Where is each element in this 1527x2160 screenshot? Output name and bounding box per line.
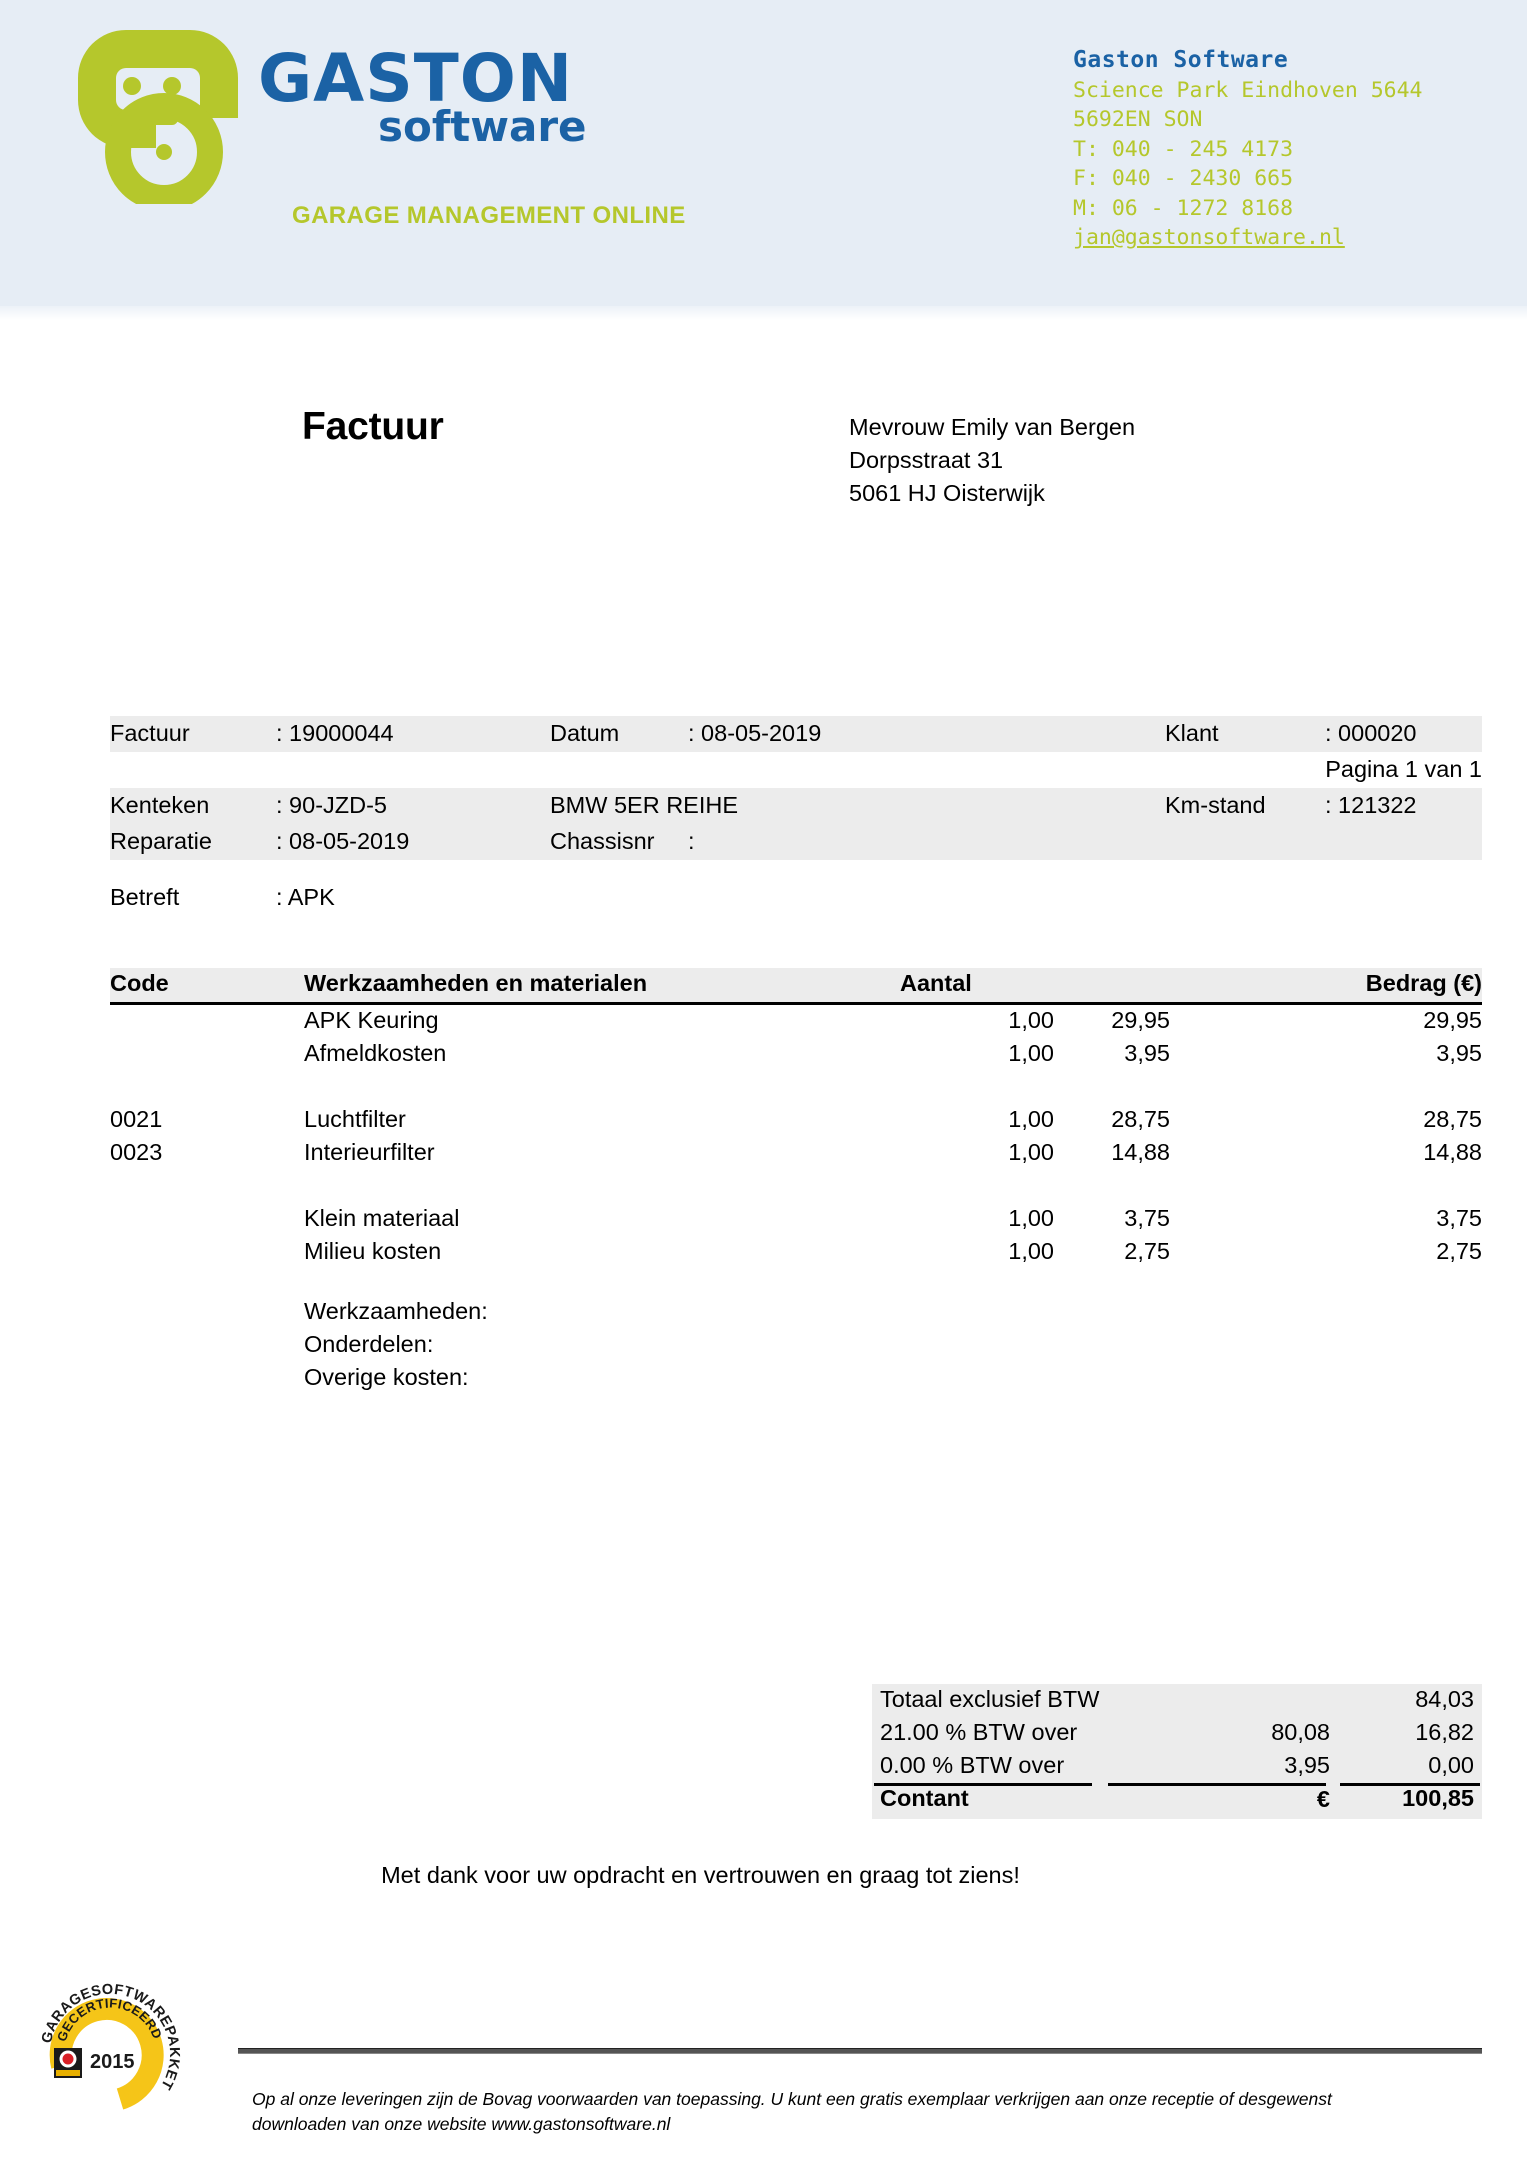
vat-zero-amount: 0,00 bbox=[1428, 1752, 1474, 1778]
company-contact-block bbox=[1073, 46, 1423, 253]
company-fax: F: 040 - 2430 665 bbox=[1073, 166, 1294, 191]
plate-label: Kenteken bbox=[110, 792, 210, 818]
company-logo bbox=[60, 22, 686, 229]
line-items-header-row bbox=[110, 968, 1482, 1005]
odometer-value: : 121322 bbox=[1325, 792, 1417, 818]
vat-zero-base: 3,95 bbox=[1284, 1752, 1330, 1778]
line-item-description: Interieurfilter bbox=[304, 1139, 435, 1165]
line-item-unit-price: 28,75 bbox=[1111, 1106, 1170, 1132]
table-row bbox=[110, 1137, 1482, 1170]
repair-date-value: : 08-05-2019 bbox=[276, 828, 410, 854]
recipient-address-block bbox=[849, 411, 1135, 510]
line-item-code: 0023 bbox=[110, 1139, 163, 1165]
invoice-number-label: Factuur bbox=[110, 720, 190, 746]
page-indicator: Pagina 1 van 1 bbox=[1325, 756, 1482, 782]
vat-high-label: 21.00 % BTW over bbox=[880, 1719, 1078, 1745]
subtotal-label: Totaal exclusief BTW bbox=[880, 1686, 1100, 1712]
invoice-date-value: : 08-05-2019 bbox=[688, 720, 822, 746]
customer-number-value: : 000020 bbox=[1325, 720, 1417, 746]
line-item-code: 0021 bbox=[110, 1106, 163, 1132]
logo-sub-wordmark: software bbox=[378, 102, 587, 151]
odometer-label: Km-stand bbox=[1165, 792, 1266, 818]
subtotal-amount: 84,03 bbox=[1415, 1686, 1474, 1712]
line-item-amount: 14,88 bbox=[1423, 1139, 1482, 1165]
footer-terms-line-2: downloaden van onze website www.gastonsoftware.nl bbox=[252, 2114, 671, 2134]
line-item-description: APK Keuring bbox=[304, 1007, 439, 1033]
line-items-table bbox=[110, 968, 1482, 1269]
totals-table bbox=[872, 1684, 1482, 1819]
line-item-amount: 28,75 bbox=[1423, 1106, 1482, 1132]
company-name: Gaston Software bbox=[1073, 47, 1289, 73]
company-mobile: M: 06 - 1272 8168 bbox=[1073, 195, 1294, 221]
line-item-amount: 29,95 bbox=[1423, 1007, 1482, 1033]
invoice-meta-table bbox=[110, 716, 1482, 860]
grand-total-amount: 100,85 bbox=[1402, 1785, 1474, 1811]
vat-zero-label: 0.00 % BTW over bbox=[880, 1752, 1065, 1778]
invoice-date-label: Datum bbox=[550, 720, 620, 746]
line-item-quantity: 1,00 bbox=[1008, 1139, 1054, 1165]
plate-value: : 90-JZD-5 bbox=[276, 792, 387, 818]
meta-row-vehicle bbox=[110, 788, 1482, 824]
column-header-description: Werkzaamheden en materialen bbox=[304, 970, 648, 996]
line-item-quantity: 1,00 bbox=[1008, 1040, 1054, 1066]
chassis-label: Chassisnr bbox=[550, 828, 655, 854]
column-header-quantity: Aantal bbox=[900, 970, 972, 996]
line-item-quantity: 1,00 bbox=[1008, 1007, 1054, 1033]
table-row bbox=[110, 1038, 1482, 1071]
gaston-robot-logo-icon bbox=[60, 22, 250, 204]
line-item-unit-price: 3,95 bbox=[1124, 1040, 1170, 1066]
recipient-city: 5061 HJ Oisterwijk bbox=[849, 480, 1045, 506]
totals-row-subtotal bbox=[872, 1684, 1482, 1717]
cost-summary-labels bbox=[304, 1295, 488, 1394]
svg-text:GARAGESOFTWAREPAKKET: GARAGESOFTWAREPAKKET bbox=[38, 1981, 183, 2093]
table-row bbox=[110, 1005, 1482, 1038]
footer-terms-line-1: Op al onze leveringen zijn de Bovag voorwaarden van toepassing. U kunt een gratis exemplaar verkrijgen aan onze receptie of desgewenst bbox=[252, 2089, 1332, 2109]
footer-terms bbox=[252, 2087, 1452, 2137]
line-item-description: Milieu kosten bbox=[304, 1238, 442, 1264]
totals-row-grand-total bbox=[872, 1783, 1482, 1819]
payment-method-label: Contant bbox=[880, 1785, 969, 1811]
labour-summary-label: Werkzaamheden: bbox=[304, 1298, 488, 1324]
column-header-code: Code bbox=[110, 970, 169, 996]
line-item-amount: 3,95 bbox=[1436, 1040, 1482, 1066]
other-costs-summary-label: Overige kosten: bbox=[304, 1364, 469, 1390]
repair-date-label: Reparatie bbox=[110, 828, 212, 854]
svg-text:2015: 2015 bbox=[90, 2051, 135, 2073]
logo-tagline: GARAGE MANAGEMENT ONLINE bbox=[292, 202, 686, 229]
meta-row-subject bbox=[110, 880, 1482, 916]
meta-row-pagination bbox=[110, 752, 1482, 788]
line-item-description: Afmeldkosten bbox=[304, 1040, 447, 1066]
totals-row-vat-zero bbox=[872, 1750, 1482, 1783]
table-row bbox=[110, 1236, 1482, 1269]
footer-divider bbox=[238, 2048, 1482, 2054]
vehicle-model-value: BMW 5ER REIHE bbox=[550, 792, 739, 818]
company-phone: T: 040 - 245 4173 bbox=[1073, 136, 1294, 162]
table-row bbox=[110, 1170, 1482, 1203]
thank-you-message bbox=[0, 1862, 1527, 1889]
table-row bbox=[110, 1104, 1482, 1137]
recipient-street: Dorpsstraat 31 bbox=[849, 447, 1004, 473]
currency-symbol: € bbox=[1316, 1786, 1330, 1812]
vat-high-amount: 16,82 bbox=[1415, 1719, 1474, 1745]
invoice-number-value: : 19000044 bbox=[276, 720, 394, 746]
page-title: Factuur bbox=[302, 405, 444, 448]
line-item-quantity: 1,00 bbox=[1008, 1106, 1054, 1132]
line-item-quantity: 1,00 bbox=[1008, 1205, 1054, 1231]
line-item-amount: 2,75 bbox=[1436, 1238, 1482, 1264]
line-item-unit-price: 2,75 bbox=[1124, 1238, 1170, 1264]
customer-number-label: Klant bbox=[1165, 720, 1219, 746]
line-item-quantity: 1,00 bbox=[1008, 1238, 1054, 1264]
svg-text:GECERTIFICEERD: GECERTIFICEERD bbox=[53, 1995, 166, 2044]
bovag-certification-badge-icon bbox=[34, 1962, 186, 2124]
meta-row-invoice bbox=[110, 716, 1482, 752]
thank-you-text: Met dank voor uw opdracht en vertrouwen en graag tot ziens! bbox=[381, 1862, 1020, 1888]
line-item-amount: 3,75 bbox=[1436, 1205, 1482, 1231]
chassis-value: : bbox=[688, 828, 695, 854]
line-item-description: Klein materiaal bbox=[304, 1205, 460, 1231]
company-city: 5692EN SON bbox=[1073, 107, 1203, 132]
table-row bbox=[110, 1071, 1482, 1104]
company-email-link[interactable]: jan@gastonsoftware.nl bbox=[1073, 225, 1345, 250]
line-item-description: Luchtfilter bbox=[304, 1106, 406, 1132]
subject-value: : APK bbox=[276, 884, 335, 910]
meta-row-repair bbox=[110, 824, 1482, 860]
line-item-unit-price: 29,95 bbox=[1111, 1007, 1170, 1033]
column-header-amount: Bedrag (€) bbox=[1365, 970, 1482, 996]
line-item-unit-price: 3,75 bbox=[1124, 1205, 1170, 1231]
parts-summary-label: Onderdelen: bbox=[304, 1331, 434, 1357]
recipient-name: Mevrouw Emily van Bergen bbox=[849, 414, 1136, 440]
line-item-unit-price: 14,88 bbox=[1111, 1139, 1170, 1165]
logo-wordmark: GASTON bbox=[258, 40, 574, 117]
line-items-body bbox=[110, 1005, 1482, 1269]
vat-high-base: 80,08 bbox=[1271, 1719, 1330, 1745]
table-row bbox=[110, 1203, 1482, 1236]
company-address: Science Park Eindhoven 5644 bbox=[1073, 77, 1423, 103]
subject-label: Betreft bbox=[110, 884, 180, 910]
totals-row-vat-high bbox=[872, 1717, 1482, 1750]
